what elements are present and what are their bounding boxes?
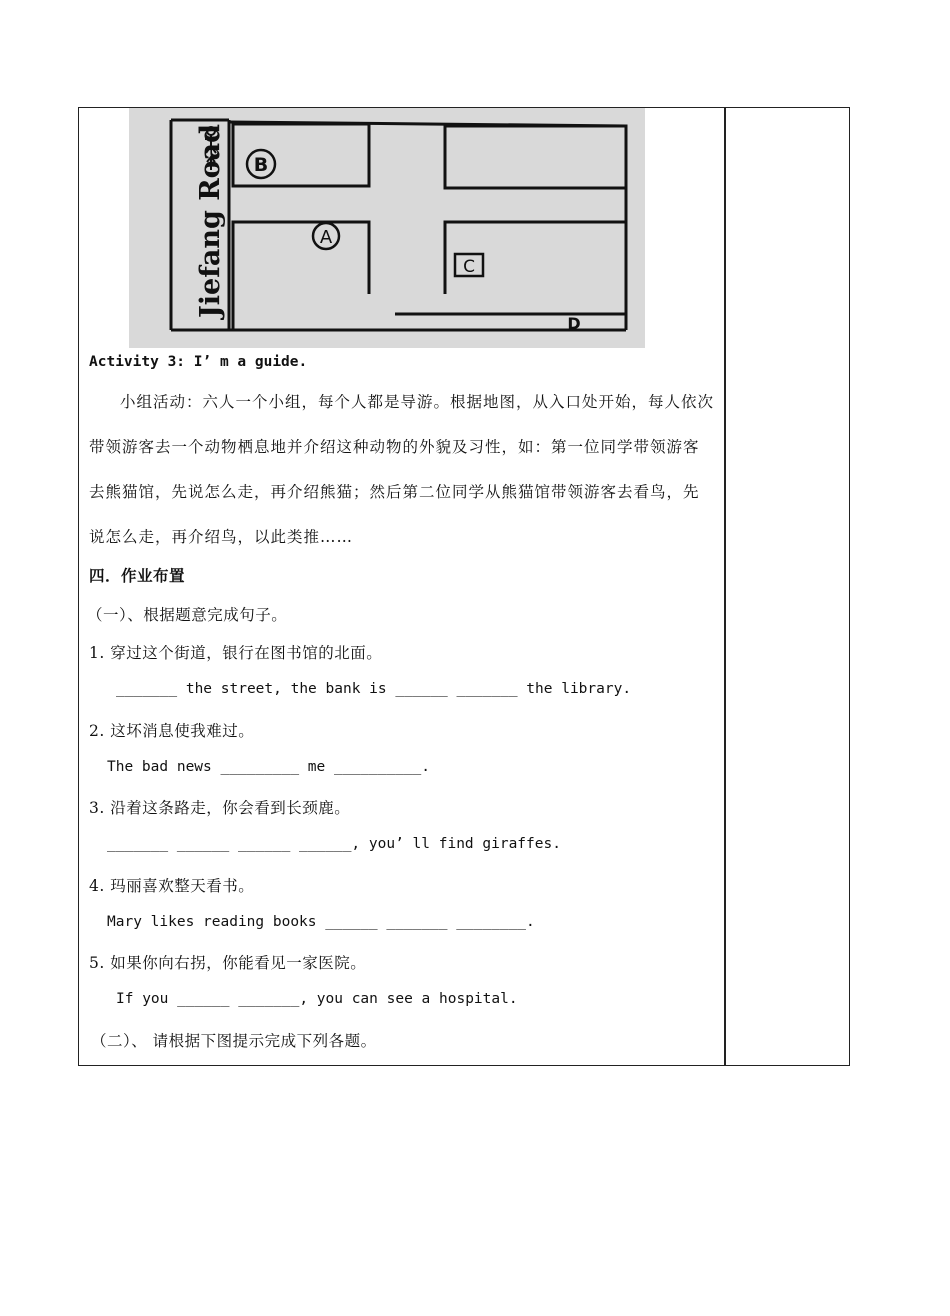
activity3-title: Activity 3: I’ m a guide. bbox=[89, 354, 308, 370]
part2-heading: （二）、 请根据下图提示完成下列各题。 bbox=[91, 1032, 377, 1050]
part1-heading: （一）、根据题意完成句子。 bbox=[87, 606, 288, 624]
main-cell bbox=[79, 108, 724, 1065]
item-3-chinese: 3. 沿着这条路走，你会看到长颈鹿。 bbox=[89, 799, 351, 817]
map-label-c: C bbox=[463, 257, 475, 277]
map-label-b: B bbox=[253, 154, 269, 176]
item-3-english: _______ ______ ______ ______, you’ ll find giraffes. bbox=[107, 836, 561, 852]
homework-heading: 四．作业布置 bbox=[89, 566, 186, 585]
item-4-chinese: 4. 玛丽喜欢整天看书。 bbox=[89, 877, 255, 895]
map-road-label: Jiefang Road bbox=[195, 123, 226, 318]
item-2-chinese: 2. 这坏消息使我难过。 bbox=[89, 722, 255, 740]
map-label-d: D bbox=[567, 314, 581, 333]
zoo-map-image bbox=[129, 108, 645, 348]
side-cell bbox=[726, 108, 849, 1065]
item-5-chinese: 5. 如果你向右拐，你能看见一家医院。 bbox=[89, 954, 367, 972]
worksheet-table bbox=[78, 107, 850, 1066]
map-label-a: A bbox=[319, 227, 333, 248]
item-1-english: _______ the street, the bank is ______ _______ the library. bbox=[116, 681, 632, 697]
item-1-chinese: 1. 穿过这个街道，银行在图书馆的北面。 bbox=[89, 644, 383, 662]
item-2-english: The bad news _________ me __________. bbox=[107, 759, 431, 775]
activity3-paragraph: 小组活动：六人一个小组，每个人都是导游。根据地图，从入口处开始，每人依次带领游客去一个动物栖息地并介绍这种动物的外貌及习性，如：第一位同学带领游客去熊猫馆，先说怎么走，再介绍熊猫；然后第二位同学从熊猫馆带领游客去看鸟，先说怎么走，再介绍鸟，以此类推…… bbox=[89, 393, 715, 546]
item-4-english: Mary likes reading books ______ _______ ________. bbox=[107, 914, 535, 930]
item-5-english: If you ______ _______, you can see a hospital. bbox=[116, 991, 518, 1007]
